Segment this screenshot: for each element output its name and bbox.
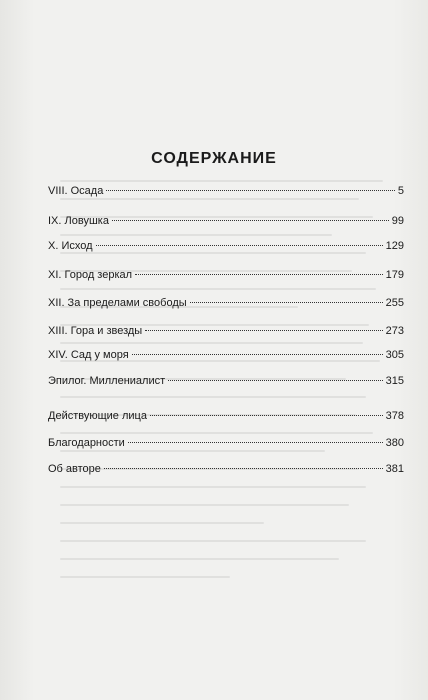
dot-leader <box>150 415 383 416</box>
dot-leader <box>112 220 389 221</box>
toc-entry-page: 129 <box>385 240 404 252</box>
toc-entry-title: IX. Ловушка <box>48 215 109 227</box>
toc-entry-title: Об авторе <box>48 463 101 475</box>
toc-entry <box>48 269 404 285</box>
toc-entry-title: Эпилог. Миллениалист <box>48 375 166 387</box>
toc-entry <box>48 297 404 313</box>
dot-leader <box>106 190 395 191</box>
page-title: СОДЕРЖАНИЕ <box>151 150 277 167</box>
toc-entry-page: 315 <box>385 375 404 387</box>
toc-entry <box>48 437 404 453</box>
toc-entry-title: XI. Город зеркал <box>48 269 133 281</box>
toc-entry <box>48 325 404 341</box>
dot-leader <box>145 330 382 331</box>
toc-entry <box>48 349 404 365</box>
toc-entry-page: 381 <box>385 463 404 475</box>
toc-entry-page: 305 <box>385 349 404 361</box>
toc-entry <box>48 215 404 231</box>
toc-entry-title: Действующие лица <box>48 410 147 422</box>
dot-leader <box>190 302 383 303</box>
dot-leader <box>128 442 383 443</box>
toc-entry <box>48 185 404 201</box>
toc-entry-title: Благодарности <box>48 437 125 449</box>
toc-entry <box>48 240 404 256</box>
dot-leader <box>132 354 383 355</box>
toc-entry-page: 255 <box>385 297 404 309</box>
toc-entry <box>48 375 404 391</box>
toc-entry-page: 179 <box>385 269 404 281</box>
dot-leader <box>104 468 383 469</box>
toc-entry-page: 378 <box>385 410 404 422</box>
toc-entry <box>48 463 404 479</box>
toc-entry-title: XII. За пределами свободы <box>48 297 187 309</box>
toc-entry-title: VIII. Осада <box>48 185 104 197</box>
toc-entry-title: X. Исход <box>48 240 93 252</box>
toc-entry-page: 99 <box>391 215 404 227</box>
dot-leader <box>168 380 382 381</box>
dot-leader <box>96 245 383 246</box>
toc-entry-title: XIII. Гора и звезды <box>48 325 143 337</box>
toc-entry <box>48 410 404 426</box>
dot-leader <box>135 274 383 275</box>
toc-entry-page: 5 <box>397 185 404 197</box>
toc-entry-title: XIV. Сад у моря <box>48 349 129 361</box>
toc-entry-page: 380 <box>385 437 404 449</box>
toc-entry-page: 273 <box>385 325 404 337</box>
